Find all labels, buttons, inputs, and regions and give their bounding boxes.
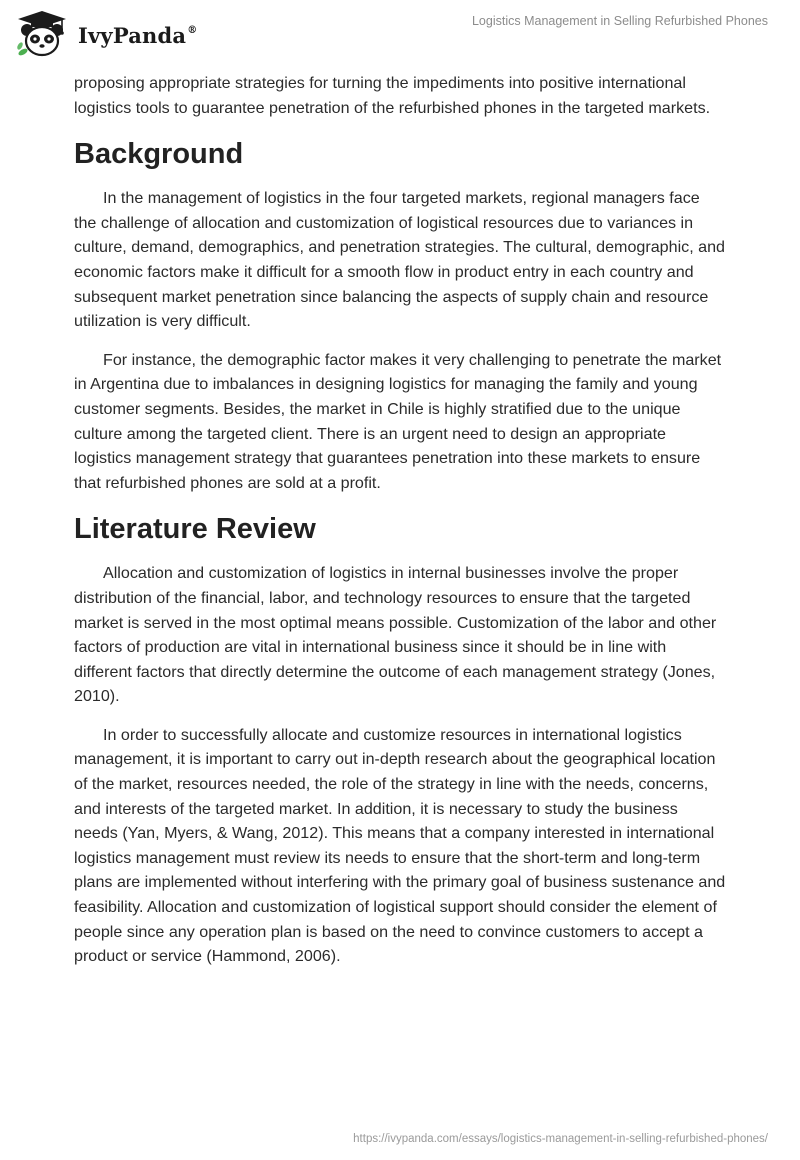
- page-header: [0, 0, 800, 70]
- source-url[interactable]: https://ivypanda.com/essays/logistics-management-in-selling-refurbished-phones/: [353, 1133, 768, 1145]
- background-paragraph-2: For instance, the demographic factor makes it very challenging to penetrate the market in Argentina due to imbalances in designing logistics for managing the family and young customer segments. Besides, the market in Chile is highly stratified due to the unique culture among the targeted client. There is an urgent need to design an appropriate logistics management strategy that guarantees penetration into these markets to ensure that refurbished phones are sold at a profit.: [74, 350, 722, 492]
- literature-paragraph-2: In order to successfully allocate and customize resources in international logistics management, it is important to carry out in-depth research about the geographical location of the market, resources needed, the role of the strategy in line with the needs, concerns, and interests of the targeted market. In addition, it is necessary to study the business needs (Yan, Myers, & Wang, 2012). This means that a company interested in international logistics management must review its needs to ensure that the short-term and long-term plans are implemented without interfering with the primary goal of business sustenance and feasibility. Allocation and customization of logistical support should consider the element of people since any operation plan is based on the need to convince customers to accept a product or service (Hammond, 2006).: [74, 725, 726, 966]
- background-paragraph-1: In the management of logistics in the four targeted markets, regional managers face the challenge of allocation and customization of logistical resources due to variances in culture, demand, demographics, and penetration strategies. The cultural, demographic, and economic factors make it difficult for a smooth flow in product entry in each country and subsequent market penetration since balancing the aspects of supply chain and resource utilization is very difficult.: [74, 189, 725, 331]
- essay-content: [74, 71, 726, 983]
- brand-name: IvyPanda®: [78, 23, 198, 48]
- section-heading-literature-review: Literature Review: [74, 513, 316, 546]
- section-heading-background: Background: [74, 138, 244, 171]
- literature-paragraph-1: Allocation and customization of logistics in internal businesses involve the proper distribution of the financial, labor, and technology resources to ensure that the targeted market is served in the most optimal means possible. Customization of the labor and other factors of production are vital in international business since it should be in line with different factors that directly determine the outcome of each management strategy (Jones, 2010).: [74, 564, 717, 706]
- intro-paragraph: proposing appropriate strategies for turning the impediments into positive international logistics tools to guarantee penetration of the refurbished phones in the targeted markets.: [74, 74, 711, 117]
- panda-logo-icon: [14, 8, 70, 60]
- ivypanda-logo[interactable]: [14, 8, 214, 60]
- document-title: Logistics Management in Selling Refurbished Phones: [471, 14, 768, 28]
